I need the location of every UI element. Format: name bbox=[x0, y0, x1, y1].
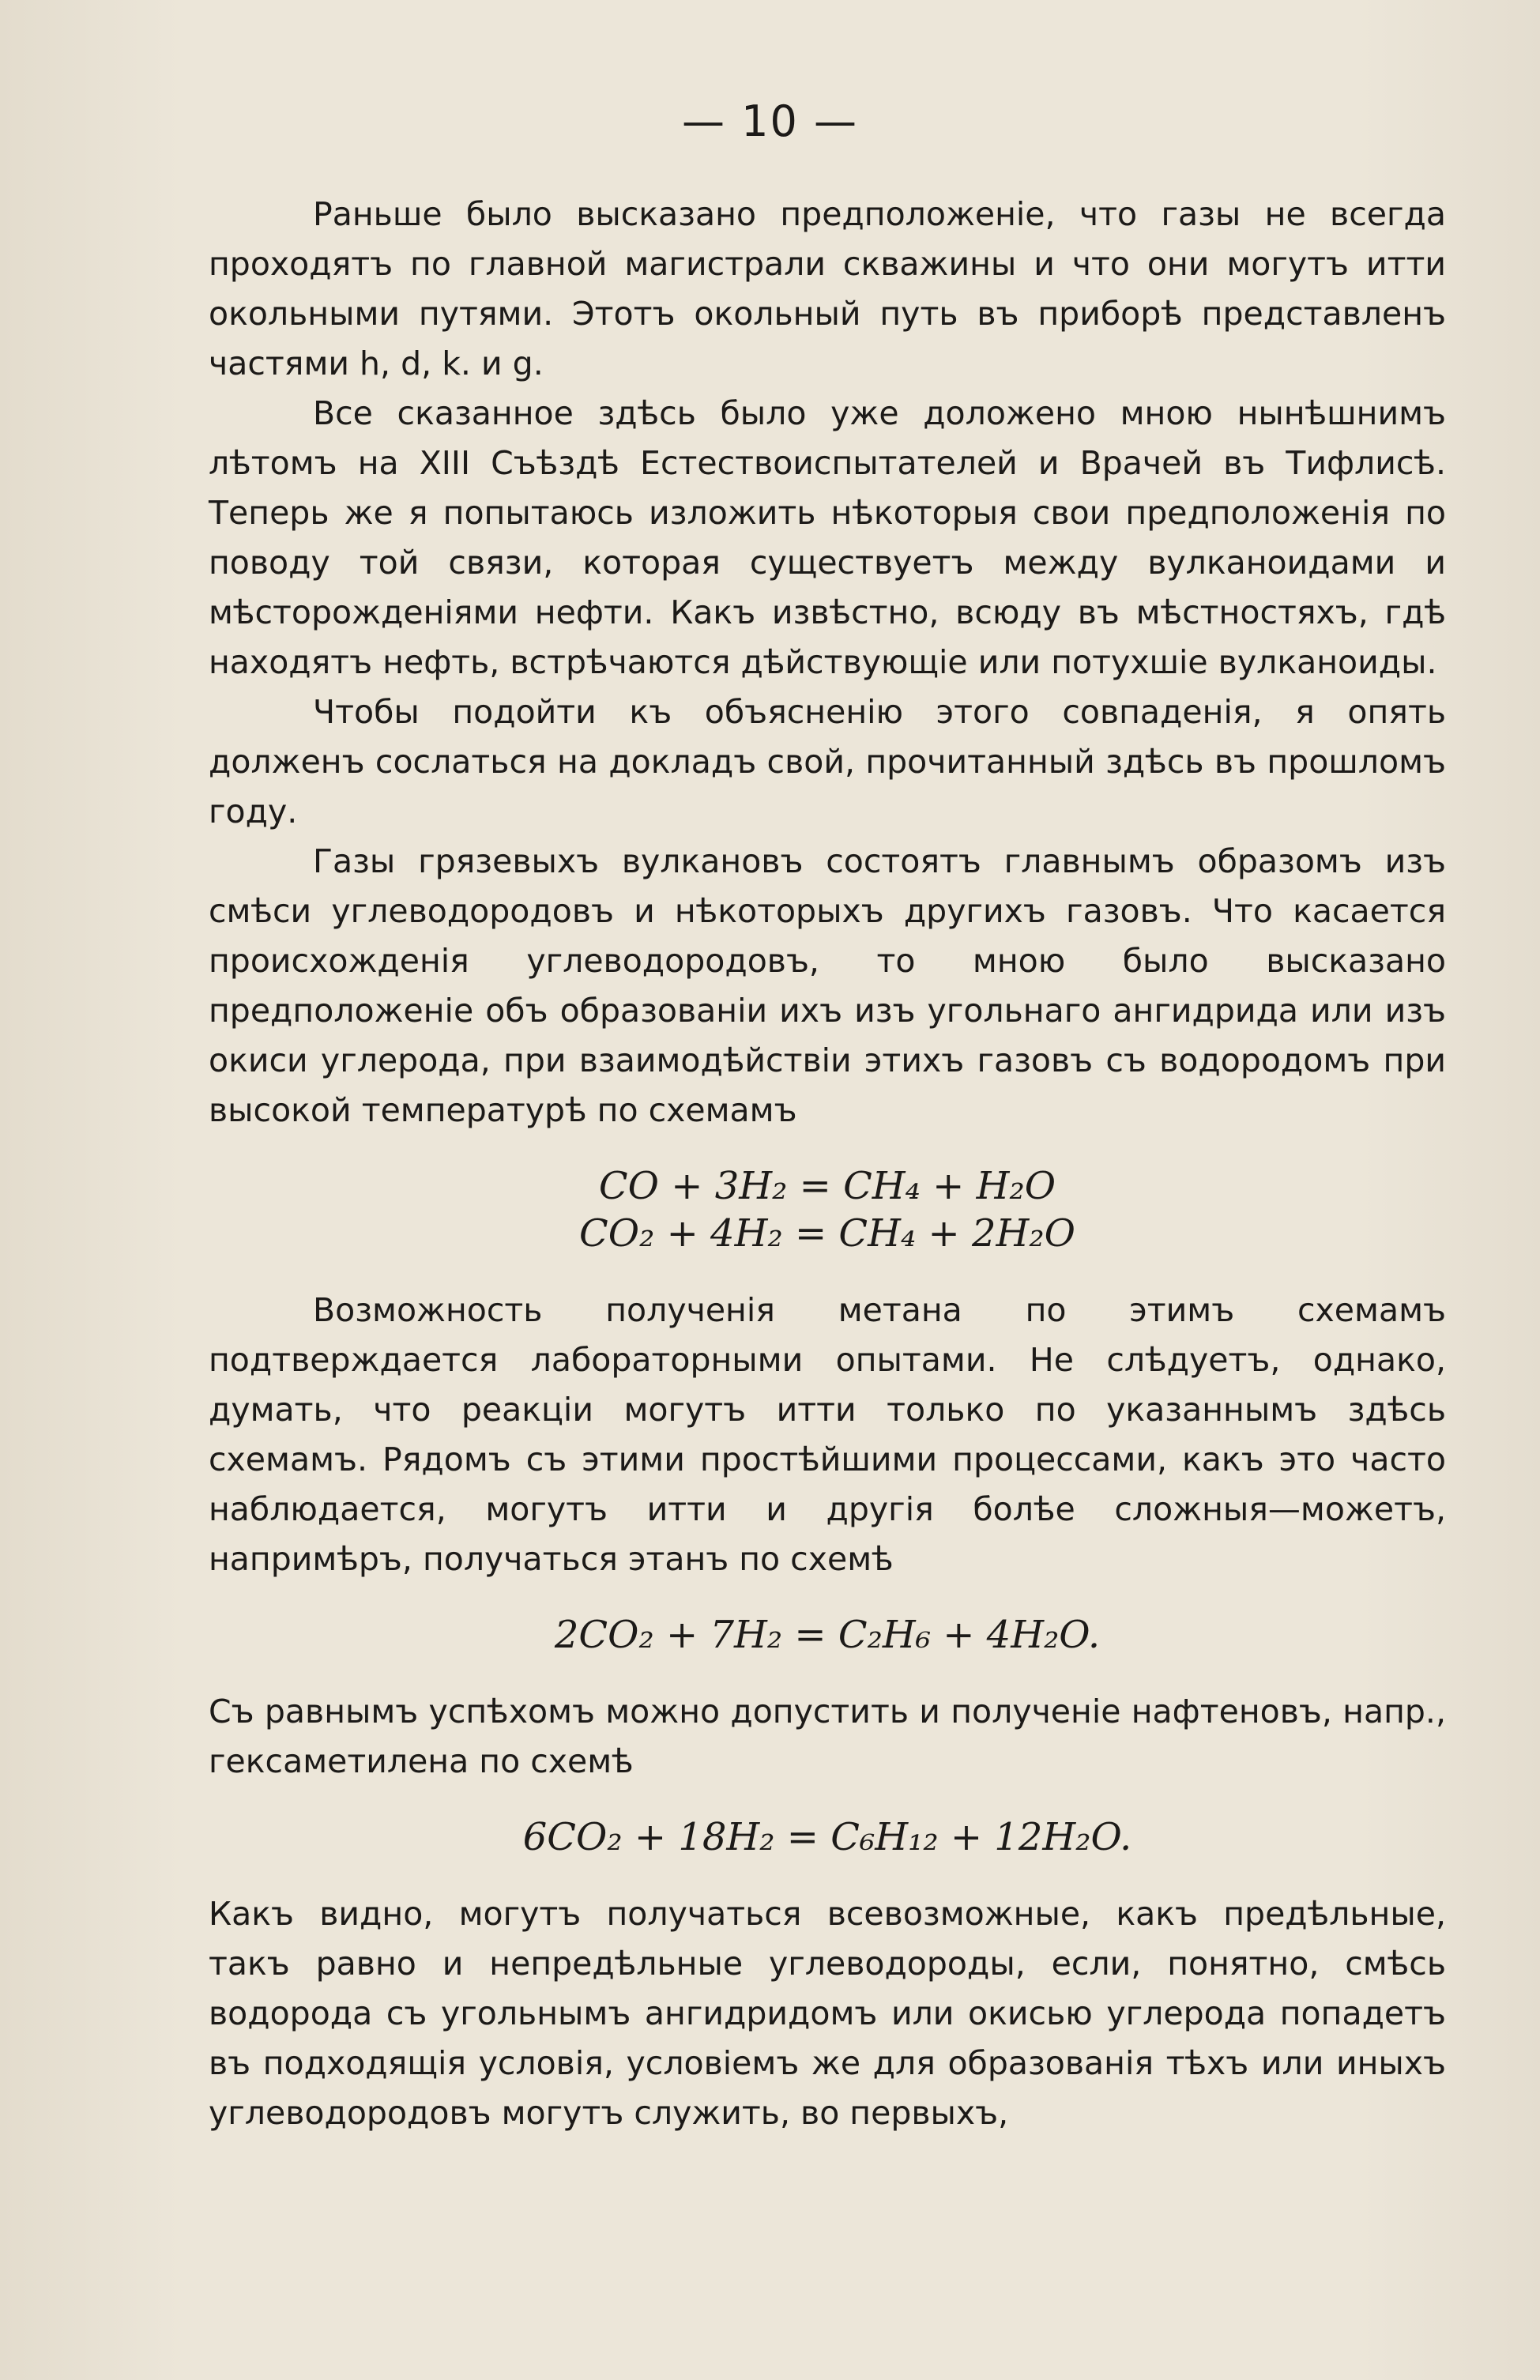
page-number: — 10 — bbox=[681, 96, 859, 146]
paragraph-2: Все сказанное здѣсь было уже доложено мною нынѣшнимъ лѣтомъ на XIII Съѣздѣ Естествоиспытателей и Врачей въ Тифлисѣ. Теперь же я попытаюсь изложить нѣкоторыя свои предположенiя по поводу той связи, которая существуетъ между вулканоидами и мѣсторожденiями нефти. Какъ извѣстно, всюду въ мѣстностяхъ, гдѣ находятъ нефть, встрѣчаются дѣйствующiе или потухшiе вулканоиды. bbox=[209, 394, 1446, 681]
page-body bbox=[209, 190, 1446, 2138]
formula-group-ethane bbox=[209, 1611, 1446, 1659]
formula-3: 2CO₂ + 7H₂ = C₂H₆ + 4H₂O. bbox=[554, 1613, 1101, 1657]
paragraph-3: Чтобы подойти къ объясненiю этого совпаденiя, я опять долженъ сослаться на докладъ свой, прочитанный здѣсь въ прошломъ году. bbox=[209, 693, 1446, 830]
formula-2: CO₂ + 4H₂ = CH₄ + 2H₂O bbox=[579, 1211, 1075, 1256]
paragraph-1: Раньше было высказано предположенiе, что газы не всегда проходятъ по главной магистрали скважины и что они могутъ итти окольными путями. Этотъ окольный путь въ приборѣ представленъ частями h, d, k. и g. bbox=[209, 195, 1446, 382]
formula-1: CO + 3H₂ = CH₄ + H₂O bbox=[598, 1164, 1056, 1208]
paragraph-4: Газы грязевыхъ вулкановъ состоятъ главнымъ образомъ изъ смѣси углеводородовъ и нѣкоторыхъ другихъ газовъ. Что касается происхожденiя углеводородовъ, то мною было высказано предположенiе объ образованiи ихъ изъ угольнаго ангидрида или изъ окиси углерода, при взаимодѣйствiи этихъ газовъ съ водородомъ при высокой температурѣ по схемамъ bbox=[209, 842, 1446, 1129]
paragraph-7: Какъ видно, могутъ получаться всевозможные, какъ предѣльные, такъ равно и непредѣльные углеводороды, если, понятно, смѣсь водорода съ угольнымъ ангидридомъ или окисью углерода попадетъ въ подходящiя условiя, условiемъ же для образованiя тѣхъ или иныхъ углеводородовъ могутъ служить, во первыхъ, bbox=[209, 1895, 1446, 2132]
formula-4: 6CO₂ + 18H₂ = C₆H₁₂ + 12H₂O. bbox=[522, 1815, 1132, 1859]
formula-group-methane bbox=[209, 1162, 1446, 1257]
paragraph-5: Возможность полученiя метана по этимъ схемамъ подтверждается лабораторными опытами. Не слѣдуетъ, однако, думать, что реакцiи могутъ итти только по указаннымъ здѣсь схемамъ. Рядомъ съ этими простѣйшими процессами, какъ это часто наблюдается, могутъ итти и другiя болѣе сложныя—можетъ, напримѣръ, получаться этанъ по схемѣ bbox=[209, 1291, 1446, 1578]
paragraph-6: Съ равнымъ успѣхомъ можно допустить и полученiе нафтеновъ, напр., гексаметилена по схемѣ bbox=[209, 1693, 1446, 1780]
formula-group-hexamethylene bbox=[209, 1813, 1446, 1861]
